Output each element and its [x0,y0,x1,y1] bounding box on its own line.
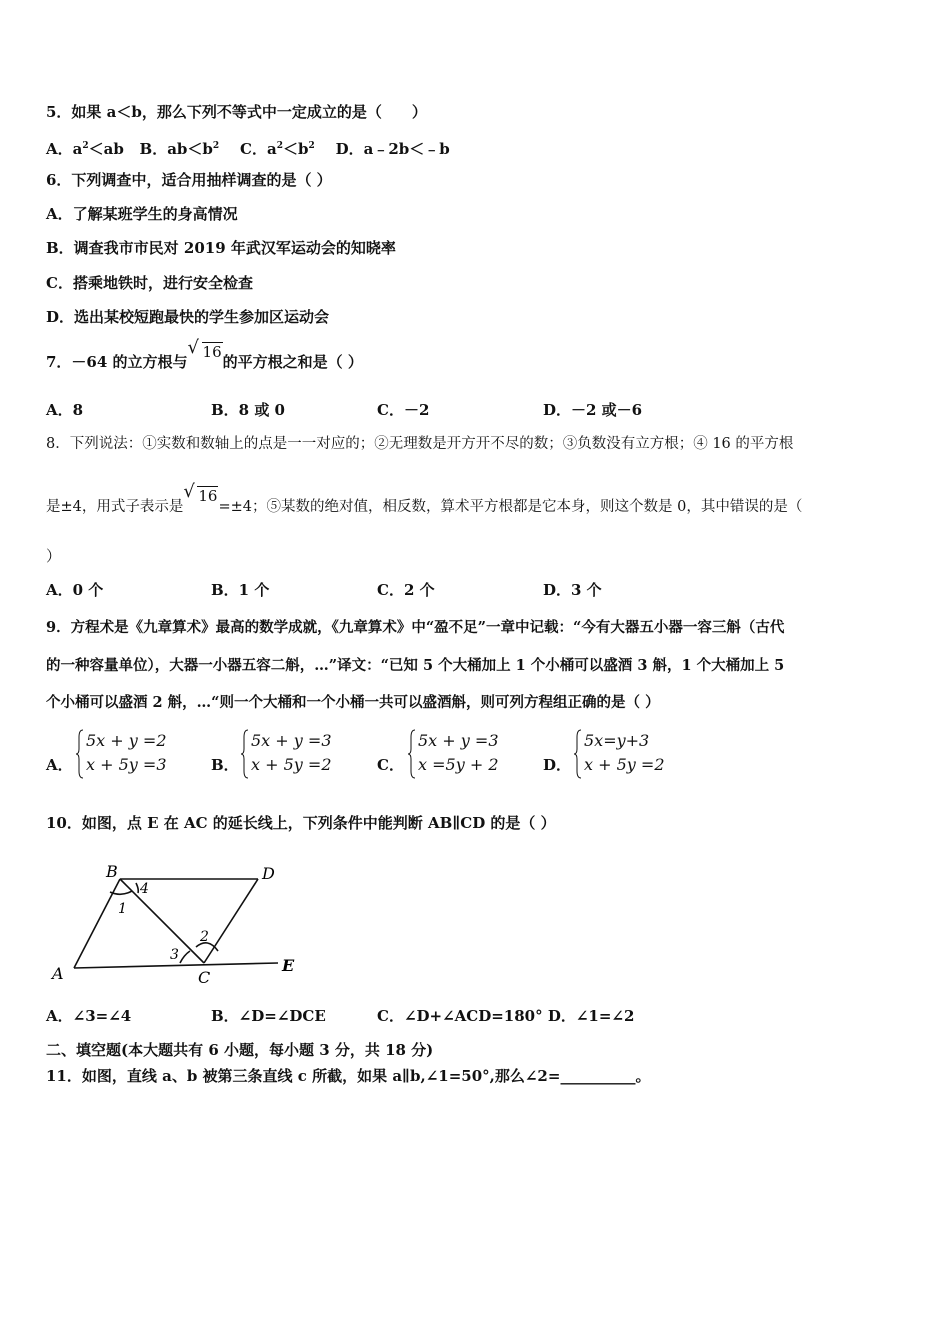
q6-option-a: A．了解某班学生的身高情况 [46,205,238,223]
q5-option-d: D．a﹣2b＜﹣b [335,140,450,158]
q6-option-b: B．调查我市市民对 2019 年武汉军运动会的知晓率 [46,239,396,257]
q6-stem: 6．下列调查中，适合用抽样调查的是（ ） [46,171,332,189]
q6-option-c: C．搭乘地铁时，进行安全检查 [46,274,253,292]
sqrt-16: √ 16 [183,481,218,505]
q9-option-a-system: 5x + y =2 x + 5y =3 [76,729,167,777]
q7-option-b: B．8 或 0 [211,401,285,419]
q9-line-2: 的一种容量单位），大器一小器五容二斛，…”译文：“已知 5 个大桶加上 1 个小桶可以盛酒 3 斛，1 个大桶加上 5 [46,657,785,674]
q10-figure [46,855,316,990]
q5-stem: 5．如果 a＜b，那么下列不等式中一定成立的是（ ） [46,103,427,121]
q8-line-2: 是±4，用式子表示是 √ 16=±4；⑤某数的绝对值，相反数，算术平方根都是它本身，则这个数是 0，其中错误的是（ [46,481,803,515]
q8-option-a: A．0 个 [46,581,104,599]
q9-option-d-label: D． [543,756,572,774]
angle-label-4: 4 [140,881,149,897]
q9-option-a-label: A． [46,756,73,774]
angle-label-1: 1 [118,901,127,917]
q9-line-1: 9．方程术是《九章算术》最高的数学成就，《九章算术》中“盈不足”一章中记载：“今有大器五小器一容三斛（古代 [46,619,785,636]
point-label-a: A [52,964,64,983]
q9-option-b-label: B． [211,756,239,774]
q8-line-1: 8．下列说法：①实数和数轴上的点是一一对应的；②无理数是开方开不尽的数；③负数没有立方根；④ 16 的平方根 [46,436,794,452]
q7-option-a: A．8 [46,401,84,419]
angle-label-2: 2 [200,929,209,945]
q5-option-a: A．$a^2<ab$ [46,140,124,158]
point-label-d: D [262,864,275,883]
q8-option-c: C．2 个 [377,581,435,599]
q5-options [46,136,450,159]
angle-label-3: 3 [170,947,179,963]
q5-option-b: B．$ab<b^2$ [139,140,220,158]
q6-option-d: D．选出某校短跑最快的学生参加区运动会 [46,308,330,326]
section-2-heading: 二、填空题(本大题共有 6 小题，每小题 3 分，共 18 分) [46,1041,434,1059]
q9-line-3: 个小桶可以盛酒 2 斛，…“则一个大桶和一个小桶一共可以盛酒斛，则可列方程组正确的是（ ） [46,694,660,711]
q9-option-c-system: 5x + y =3 x =5y + 2 [408,729,499,777]
q9-option-c-label: C． [377,756,404,774]
point-label-e: E [282,956,295,975]
q7-option-d: D．－2 或－6 [543,401,643,419]
q8-option-b: B．1 个 [211,581,270,599]
q9-option-d-system: 5x=y+3 x + 5y =2 [574,729,665,777]
q9-option-b-system: 5x + y =3 x + 5y =2 [241,729,332,777]
q8-line-3: ） [46,547,62,565]
point-label-b: B [106,862,118,881]
point-label-c: C [198,968,211,987]
q7-option-c: C．－2 [377,401,430,419]
q5-option-c: C．$a^2<b^2$ [240,140,315,158]
q10-stem: 10．如图，点 E 在 AC 的延长线上，下列条件中能判断 AB∥CD 的是（ ） [46,814,556,832]
q10-option-b: B．∠D=∠DCE [211,1007,326,1025]
q11-stem: 11．如图，直线 a、b 被第三条直线 c 所截，如果 a∥b,∠1=50°,那么∠2=__________。 [46,1067,651,1085]
q10-option-c-d: C．∠D+∠ACD=180° D．∠1=∠2 [377,1007,635,1025]
q8-option-d: D．3 个 [543,581,602,599]
q10-option-a: A．∠3=∠4 [46,1007,132,1025]
q7-stem: 7．－64 的立方根与 √ 16的平方根之和是（ ） [46,337,363,371]
sqrt-16: √ 16 [187,337,222,361]
